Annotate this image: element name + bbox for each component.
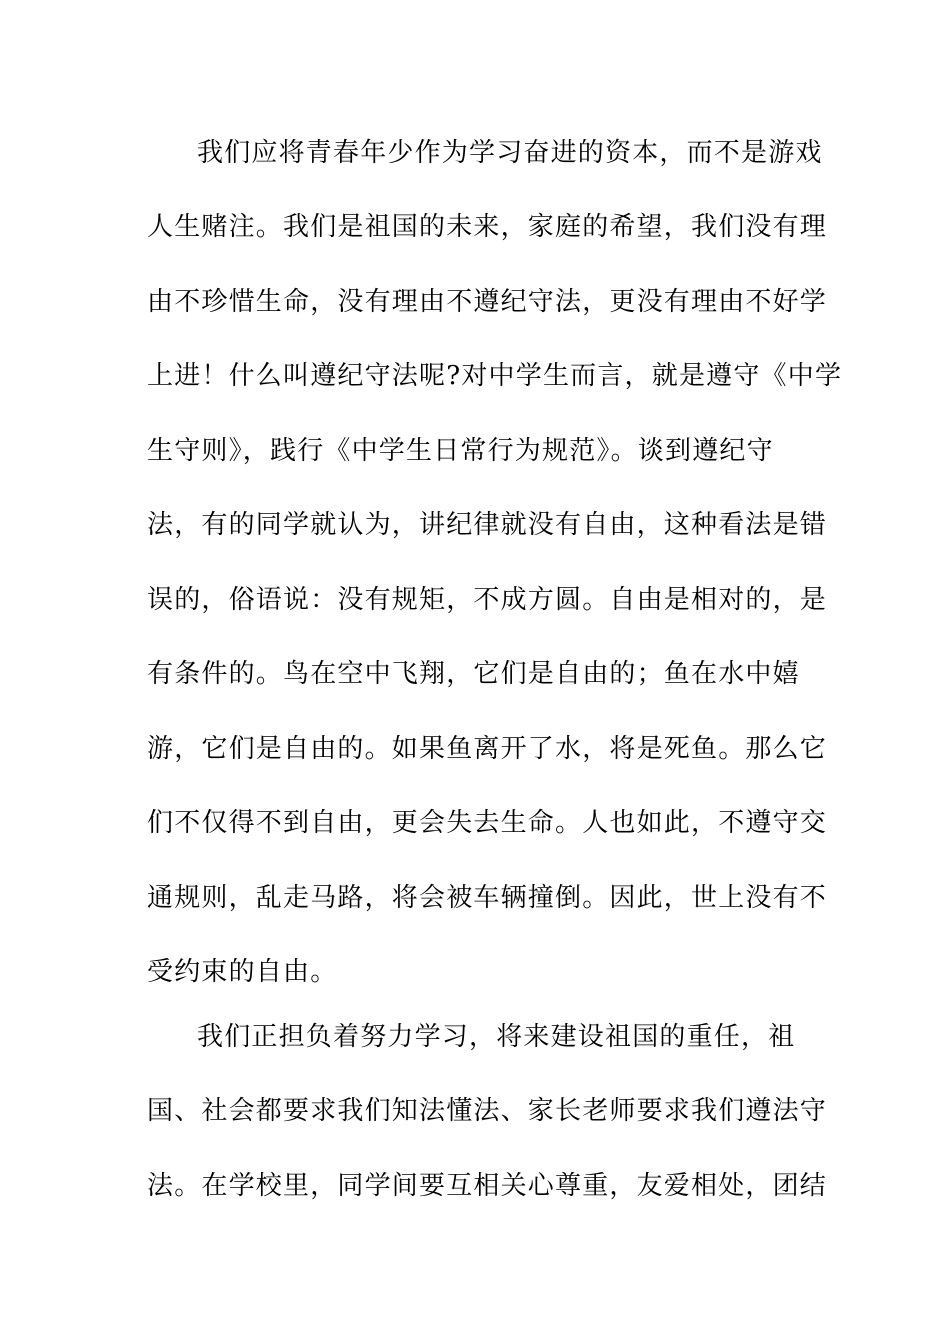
paragraph-2-line-3: 法。在学校里，同学间要互相关心尊重，友爱相处，团结 — [147, 1171, 828, 1201]
paragraph-1-line-5: 生守则》，践行《中学生日常行为规范》。谈到遵纪守 — [147, 436, 774, 466]
paragraph-1-line-6: 法，有的同学就认为，讲纪律就没有自由，这种看法是错 — [147, 510, 828, 540]
paragraph-1-line-12: 受约束的自由。 — [147, 957, 338, 987]
paragraph-2-line-2: 国、社会都要求我们知法懂法、家长老师要求我们遵法守 — [147, 1096, 828, 1126]
paragraph-1-line-11: 通规则，乱走马路，将会被车辆撞倒。因此，世上没有不 — [147, 883, 828, 913]
paragraph-1-line-4: 上进！什么叫遵纪守法呢?对中学生而言，就是遵守《中学 — [147, 361, 843, 391]
paragraph-1-line-7: 误的，俗语说：没有规矩，不成方圆。自由是相对的，是 — [147, 585, 828, 615]
paragraph-1-line-2: 人生赌注。我们是祖国的未来，家庭的希望，我们没有理 — [147, 212, 828, 242]
paragraph-1-line-10: 们不仅得不到自由，更会失去生命。人也如此，不遵守交 — [147, 808, 828, 838]
paragraph-2-line-1: 我们正担负着努力学习，将来建设祖国的重任，祖 — [197, 1022, 796, 1052]
paragraph-1-line-3: 由不珍惜生命，没有理由不遵纪守法，更没有理由不好学 — [147, 287, 828, 317]
paragraph-1-line-1: 我们应将青春年少作为学习奋进的资本，而不是游戏 — [197, 138, 823, 168]
paragraph-1-line-9: 游，它们是自由的。如果鱼离开了水，将是死鱼。那么它 — [147, 734, 828, 764]
paragraph-1-line-8: 有条件的。鸟在空中飞翔，它们是自由的；鱼在水中嬉 — [147, 659, 800, 689]
